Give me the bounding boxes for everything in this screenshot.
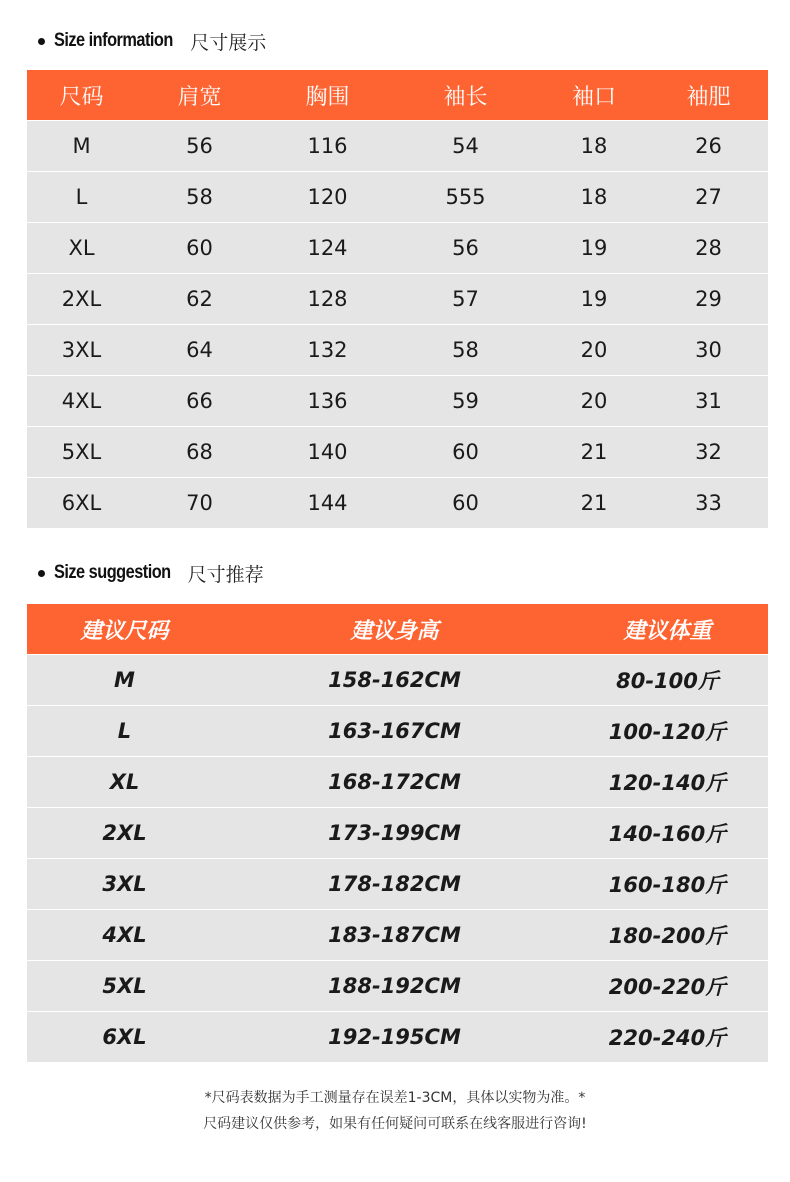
- table-row: [27, 121, 768, 172]
- table-cell: 2XL: [27, 808, 222, 859]
- table-cell: L: [27, 706, 222, 757]
- table-cell: 19: [539, 274, 649, 325]
- table-cell: 192-195CM: [222, 1012, 567, 1063]
- table-cell: 136: [263, 376, 392, 427]
- table-cell: 57: [392, 274, 539, 325]
- table-cell: 70: [136, 478, 263, 529]
- column-header: 建议体重: [567, 604, 768, 655]
- table-cell: 200-220斤: [567, 961, 768, 1012]
- note-line-2: 尺码建议仅供参考，如果有任何疑问可联系在线客服进行咨询!: [203, 1116, 587, 1132]
- size-suggestion-table: [27, 604, 768, 1062]
- table-row: [27, 274, 768, 325]
- table-cell: 178-182CM: [222, 859, 567, 910]
- table-cell: 132: [263, 325, 392, 376]
- table-cell: 116: [263, 121, 392, 172]
- table-cell: 68: [136, 427, 263, 478]
- table-cell: 28: [649, 223, 768, 274]
- notes: [0, 1085, 790, 1137]
- column-header: 尺码: [27, 70, 136, 121]
- table-cell: 6XL: [27, 1012, 222, 1063]
- size-suggestion-header-row: [27, 604, 768, 655]
- table-cell: 20: [539, 376, 649, 427]
- table-cell: 4XL: [27, 910, 222, 961]
- table-cell: 31: [649, 376, 768, 427]
- table-row: [27, 757, 768, 808]
- table-cell: 56: [136, 121, 263, 172]
- table-cell: 4XL: [27, 376, 136, 427]
- table-row: [27, 706, 768, 757]
- table-cell: 555: [392, 172, 539, 223]
- table-cell: 64: [136, 325, 263, 376]
- column-header: 建议身高: [222, 604, 567, 655]
- table-cell: 6XL: [27, 478, 136, 529]
- table-cell: 80-100斤: [567, 655, 768, 706]
- table-row: [27, 1012, 768, 1063]
- table-cell: 18: [539, 121, 649, 172]
- size-information-title-en: Size information: [54, 30, 173, 51]
- note-line-1: *尺码表数据为手工测量存在误差1-3CM，具体以实物为准。*: [204, 1090, 586, 1106]
- table-row: [27, 859, 768, 910]
- table-row: [27, 172, 768, 223]
- table-cell: 60: [392, 478, 539, 529]
- size-suggestion-heading: [38, 558, 264, 588]
- bullet-dot: [38, 38, 45, 45]
- table-row: [27, 910, 768, 961]
- table-row: [27, 223, 768, 274]
- size-information-title-cn: 尺寸展示: [190, 31, 267, 54]
- table-cell: 33: [649, 478, 768, 529]
- table-cell: 18: [539, 172, 649, 223]
- table-cell: 21: [539, 427, 649, 478]
- table-cell: 180-200斤: [567, 910, 768, 961]
- table-cell: 58: [392, 325, 539, 376]
- table-cell: 60: [392, 427, 539, 478]
- table-cell: 5XL: [27, 427, 136, 478]
- column-header: 胸围: [263, 70, 392, 121]
- size-suggestion-body: [27, 655, 768, 1063]
- table-cell: 59: [392, 376, 539, 427]
- table-cell: 20: [539, 325, 649, 376]
- table-cell: 2XL: [27, 274, 136, 325]
- table-cell: 54: [392, 121, 539, 172]
- table-cell: 188-192CM: [222, 961, 567, 1012]
- column-header: 建议尺码: [27, 604, 222, 655]
- table-cell: 32: [649, 427, 768, 478]
- table-cell: 5XL: [27, 961, 222, 1012]
- size-information-table: [27, 70, 768, 528]
- table-cell: 66: [136, 376, 263, 427]
- column-header: 袖口: [539, 70, 649, 121]
- table-cell: 120-140斤: [567, 757, 768, 808]
- table-cell: 21: [539, 478, 649, 529]
- table-row: [27, 325, 768, 376]
- table-cell: 26: [649, 121, 768, 172]
- table-cell: 144: [263, 478, 392, 529]
- table-row: [27, 427, 768, 478]
- table-cell: 100-120斤: [567, 706, 768, 757]
- table-cell: L: [27, 172, 136, 223]
- table-cell: 58: [136, 172, 263, 223]
- table-cell: 62: [136, 274, 263, 325]
- table-cell: 60: [136, 223, 263, 274]
- table-row: [27, 655, 768, 706]
- table-cell: 140-160斤: [567, 808, 768, 859]
- table-cell: 29: [649, 274, 768, 325]
- table-cell: 27: [649, 172, 768, 223]
- table-cell: 3XL: [27, 325, 136, 376]
- size-information-heading: [38, 26, 266, 56]
- size-information-header-row: [27, 70, 768, 121]
- size-suggestion-title-cn: 尺寸推荐: [187, 563, 264, 586]
- table-cell: XL: [27, 757, 222, 808]
- bullet-dot: [38, 570, 45, 577]
- column-header: 袖肥: [649, 70, 768, 121]
- table-cell: 160-180斤: [567, 859, 768, 910]
- table-cell: 163-167CM: [222, 706, 567, 757]
- table-row: [27, 376, 768, 427]
- table-cell: M: [27, 655, 222, 706]
- table-cell: 183-187CM: [222, 910, 567, 961]
- table-cell: 124: [263, 223, 392, 274]
- size-suggestion-title-en: Size suggestion: [54, 562, 171, 583]
- table-cell: 220-240斤: [567, 1012, 768, 1063]
- column-header: 肩宽: [136, 70, 263, 121]
- table-cell: 158-162CM: [222, 655, 567, 706]
- table-cell: 168-172CM: [222, 757, 567, 808]
- table-row: [27, 961, 768, 1012]
- table-cell: 3XL: [27, 859, 222, 910]
- table-cell: 140: [263, 427, 392, 478]
- table-cell: XL: [27, 223, 136, 274]
- table-cell: M: [27, 121, 136, 172]
- table-cell: 19: [539, 223, 649, 274]
- column-header: 袖长: [392, 70, 539, 121]
- table-cell: 173-199CM: [222, 808, 567, 859]
- table-cell: 128: [263, 274, 392, 325]
- table-row: [27, 478, 768, 529]
- table-cell: 30: [649, 325, 768, 376]
- table-row: [27, 808, 768, 859]
- table-cell: 56: [392, 223, 539, 274]
- table-cell: 120: [263, 172, 392, 223]
- size-information-body: [27, 121, 768, 529]
